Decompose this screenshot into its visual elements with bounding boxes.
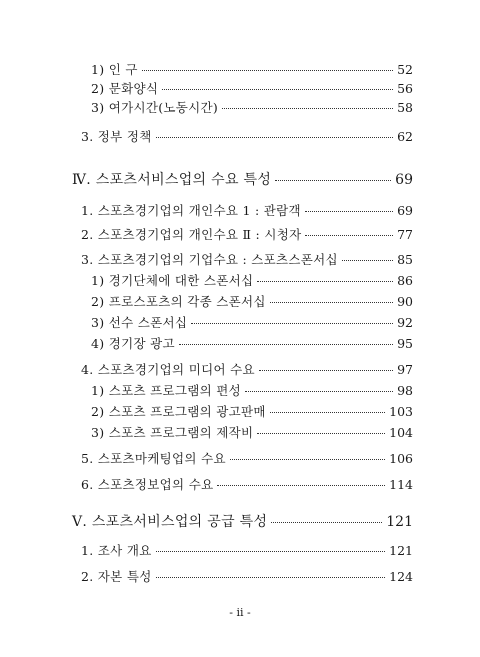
toc-chapter-label: Ⅳ. 스포츠서비스업의 수요 특성 — [72, 172, 272, 188]
toc-entry-population[interactable] — [91, 60, 413, 78]
dot-leader — [156, 137, 394, 138]
toc-entry-pro-sponsorship[interactable] — [91, 292, 413, 310]
toc-entry-label: 1. 스포츠경기업의 개인수요 1 : 관람객 — [81, 203, 301, 218]
toc-entry-info-demand[interactable] — [81, 475, 413, 493]
toc-chapter-label: Ⅴ. 스포츠서비스업의 공급 특성 — [72, 514, 268, 530]
toc-page-number: 121 — [386, 514, 413, 530]
toc-page-number: 92 — [397, 315, 413, 330]
dot-leader — [245, 391, 393, 392]
dot-leader — [162, 89, 393, 90]
toc-page-number: 56 — [397, 81, 413, 96]
dot-leader — [270, 412, 385, 413]
dot-leader — [257, 281, 393, 282]
toc-entry-spectators[interactable] — [81, 201, 413, 219]
toc-page-number: 52 — [397, 62, 413, 77]
toc-page-number: 69 — [395, 172, 413, 188]
toc-entry-label: 2. 스포츠경기업의 개인수요 Ⅱ : 시청자 — [81, 227, 302, 242]
dot-leader — [156, 551, 386, 552]
toc-page-number: 69 — [397, 203, 413, 218]
toc-entry-media-demand[interactable] — [81, 360, 413, 378]
toc-entry-culture[interactable] — [91, 79, 413, 97]
dot-leader — [191, 323, 393, 324]
toc-page-number: 85 — [397, 252, 413, 267]
toc-entry-label: 4) 경기장 광고 — [91, 336, 175, 351]
toc-entry-label: 1) 인 구 — [91, 62, 138, 77]
page-footer: - ii - — [229, 606, 251, 619]
toc-page-number: 86 — [397, 273, 413, 288]
toc-entry-label: 3. 스포츠경기업의 기업수요 : 스포츠스폰서십 — [81, 252, 338, 267]
toc-entry-label: 3) 스포츠 프로그램의 제작비 — [91, 425, 254, 440]
toc-entry-label: 2. 자본 특성 — [81, 569, 152, 584]
toc-page-number: 114 — [389, 477, 413, 492]
toc-entry-marketing-demand[interactable] — [81, 449, 413, 467]
toc-chapter-supply[interactable] — [72, 511, 413, 531]
toc-entry-label: 2) 프로스포츠의 각종 스폰서십 — [91, 294, 266, 309]
toc-chapter-demand[interactable] — [72, 169, 413, 189]
toc-entry-government-policy[interactable] — [81, 127, 413, 145]
dot-leader — [257, 433, 385, 434]
toc-page-number: 106 — [389, 451, 413, 466]
toc-entry-label: 4. 스포츠경기업의 미디어 수요 — [81, 362, 255, 377]
dot-leader — [156, 577, 386, 578]
toc-entry-label: 1) 경기단체에 대한 스폰서십 — [91, 273, 254, 288]
dot-leader — [271, 522, 382, 523]
toc-entry-label: 3) 여가시간(노동시간) — [91, 100, 219, 115]
dot-leader — [305, 211, 393, 212]
dot-leader — [179, 344, 393, 345]
toc-page-number: 95 — [397, 336, 413, 351]
toc-page-number: 58 — [397, 100, 413, 115]
dot-leader — [222, 108, 393, 109]
toc-page-number: 103 — [389, 404, 413, 419]
toc-page-number: 121 — [389, 543, 413, 558]
dot-leader — [259, 370, 393, 371]
toc-page-number: 77 — [397, 227, 413, 242]
toc-entry-label: 3) 선수 스폰서십 — [91, 315, 188, 330]
toc-entry-label: 6. 스포츠정보업의 수요 — [81, 477, 214, 492]
toc-page-number: 124 — [389, 569, 413, 584]
toc-entry-label: 3. 정부 정책 — [81, 129, 152, 144]
toc-entry-program-scheduling[interactable] — [91, 381, 413, 399]
dot-leader — [275, 180, 391, 181]
toc-entry-capital[interactable] — [81, 567, 413, 585]
toc-entry-label: 1. 조사 개요 — [81, 543, 152, 558]
toc-entry-viewers[interactable] — [81, 225, 413, 243]
toc-entry-player-sponsorship[interactable] — [91, 313, 413, 331]
toc-page-number: 62 — [397, 129, 413, 144]
toc-entry-production-cost[interactable] — [91, 423, 413, 441]
toc-entry-survey-overview[interactable] — [81, 541, 413, 559]
toc-entry-label: 2) 문화양식 — [91, 81, 159, 96]
dot-leader — [217, 485, 385, 486]
toc-entry-label: 2) 스포츠 프로그램의 광고판매 — [91, 404, 266, 419]
toc-entry-stadium-ads[interactable] — [91, 334, 413, 352]
toc-page-number: 104 — [389, 425, 413, 440]
toc-entry-ad-sales[interactable] — [91, 402, 413, 420]
toc-page-number: 97 — [397, 362, 413, 377]
toc-entry-label: 1) 스포츠 프로그램의 편성 — [91, 383, 241, 398]
toc-page-number: 98 — [397, 383, 413, 398]
dot-leader — [142, 70, 393, 71]
dot-leader — [305, 235, 393, 236]
dot-leader — [270, 302, 393, 303]
dot-leader — [342, 260, 393, 261]
toc-page-number: 90 — [397, 294, 413, 309]
dot-leader — [230, 459, 385, 460]
toc-entry-leisure-time[interactable] — [91, 98, 413, 116]
toc-entry-sponsorship[interactable] — [81, 250, 413, 268]
toc-entry-label: 5. 스포츠마케팅업의 수요 — [81, 451, 226, 466]
toc-entry-org-sponsorship[interactable] — [91, 271, 413, 289]
